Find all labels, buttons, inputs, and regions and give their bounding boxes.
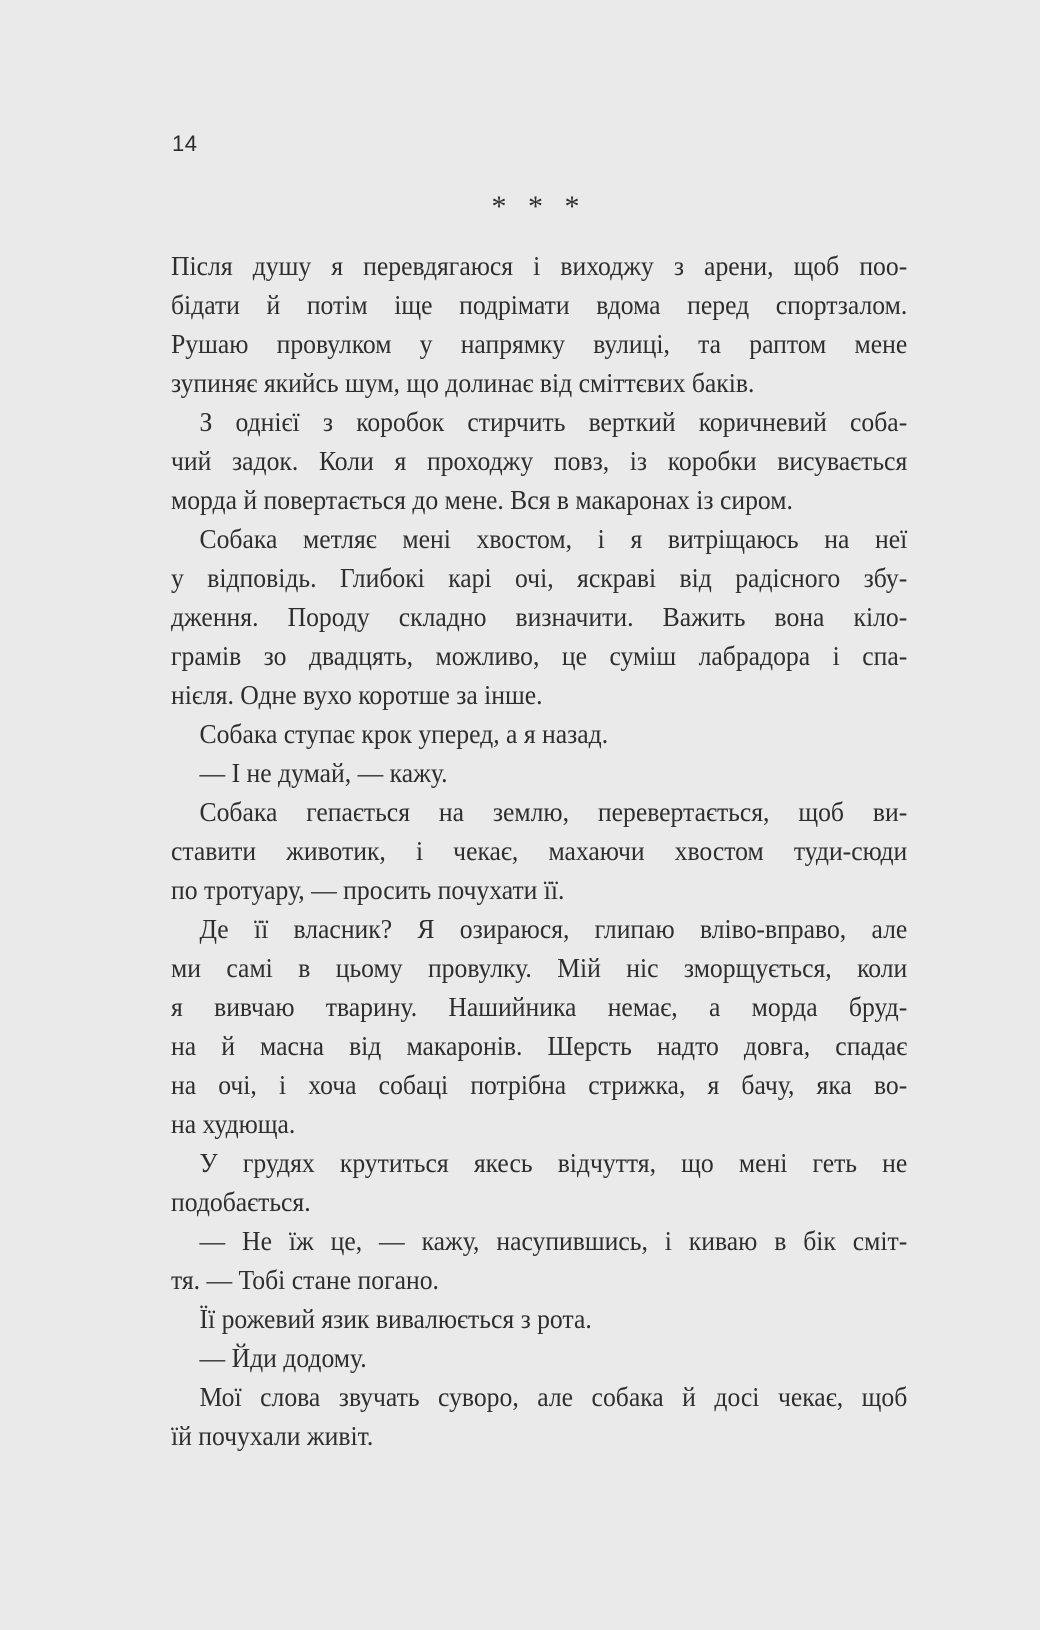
text-line: тя. — Тобі стане погано. (171, 1265, 439, 1295)
text-line: зупиняє якийсь шум, що долинає від сміттєвих баків. (171, 368, 755, 398)
paragraph (171, 520, 907, 715)
paragraph (171, 247, 907, 403)
text-line: — Не їж це, — кажу, насупившись, і киваю в бік сміт- (199, 1226, 908, 1256)
text-line: З однієї з коробок стирчить верткий коричневий соба- (199, 407, 908, 437)
text-line: — І не думай, — кажу. (199, 758, 448, 788)
text-line: я вивчаю тварину. Нашийника немає, а морда бруд- (171, 992, 908, 1022)
paragraph (171, 1378, 907, 1456)
text-line: Мої слова звучать суворо, але собака й досі чекає, щоб (199, 1382, 908, 1412)
text-line: на худюща. (171, 1109, 296, 1139)
text-line: морда й повертається до мене. Вся в макаронах із сиром. (171, 485, 793, 515)
paragraph (171, 1339, 907, 1378)
text-line: Собака метляє мені хвостом, і я витріщаюсь на неї (199, 524, 908, 554)
text-line: Собака гепається на землю, перевертається, щоб ви- (199, 797, 908, 827)
paragraph (171, 715, 907, 754)
section-separator: * * * (491, 190, 587, 223)
text-line: бідати й потім іще подрімати вдома перед спортзалом. (171, 290, 908, 320)
text-line: Її рожевий язик вивалюється з рота. (199, 1304, 592, 1334)
paragraph (171, 1222, 907, 1300)
text-line: Де її власник? Я озираюся, глипаю вліво-вправо, але (199, 914, 908, 944)
text-line: на очі, і хоча собаці потрібна стрижка, я бачу, яка во- (171, 1070, 908, 1100)
text-line: Після душу я перевдягаюся і виходжу з арени, щоб поо- (171, 251, 908, 281)
paragraph (171, 754, 907, 793)
text-line: грамів зо двадцять, можливо, це суміш лабрадора і спа- (171, 641, 908, 671)
text-line: дження. Породу складно визначити. Важить вона кіло- (171, 602, 908, 632)
paragraph (171, 910, 907, 1144)
text-line: — Йди додому. (199, 1343, 367, 1373)
text-line: ставити животик, і чекає, махаючи хвостом туди-сюди (171, 836, 908, 866)
body-text (171, 247, 907, 1456)
text-line: Собака ступає крок уперед, а я назад. (199, 719, 609, 749)
text-line: чий задок. Коли я проходжу повз, із коробки висувається (171, 446, 908, 476)
text-line: нієля. Одне вухо коротше за інше. (171, 680, 543, 710)
text-line: У грудях крутиться якесь відчуття, що мені геть не (199, 1148, 908, 1178)
text-line: подобається. (171, 1187, 311, 1217)
text-line: на й масна від макаронів. Шерсть надто довга, спадає (171, 1031, 908, 1061)
text-line: ми самі в цьому провулку. Мій ніс зморщується, коли (171, 953, 908, 983)
paragraph (171, 1300, 907, 1339)
text-line: їй почухали живіт. (171, 1421, 374, 1451)
paragraph (171, 793, 907, 910)
text-line: по тротуару, — просить почухати її. (171, 875, 565, 905)
text-line: Рушаю провулком у напрямку вулиці, та раптом мене (171, 329, 908, 359)
paragraph (171, 1144, 907, 1222)
text-line: у відповідь. Глибокі карі очі, яскраві від радісного збу- (171, 563, 908, 593)
paragraph (171, 403, 907, 520)
page-number: 14 (172, 131, 198, 156)
